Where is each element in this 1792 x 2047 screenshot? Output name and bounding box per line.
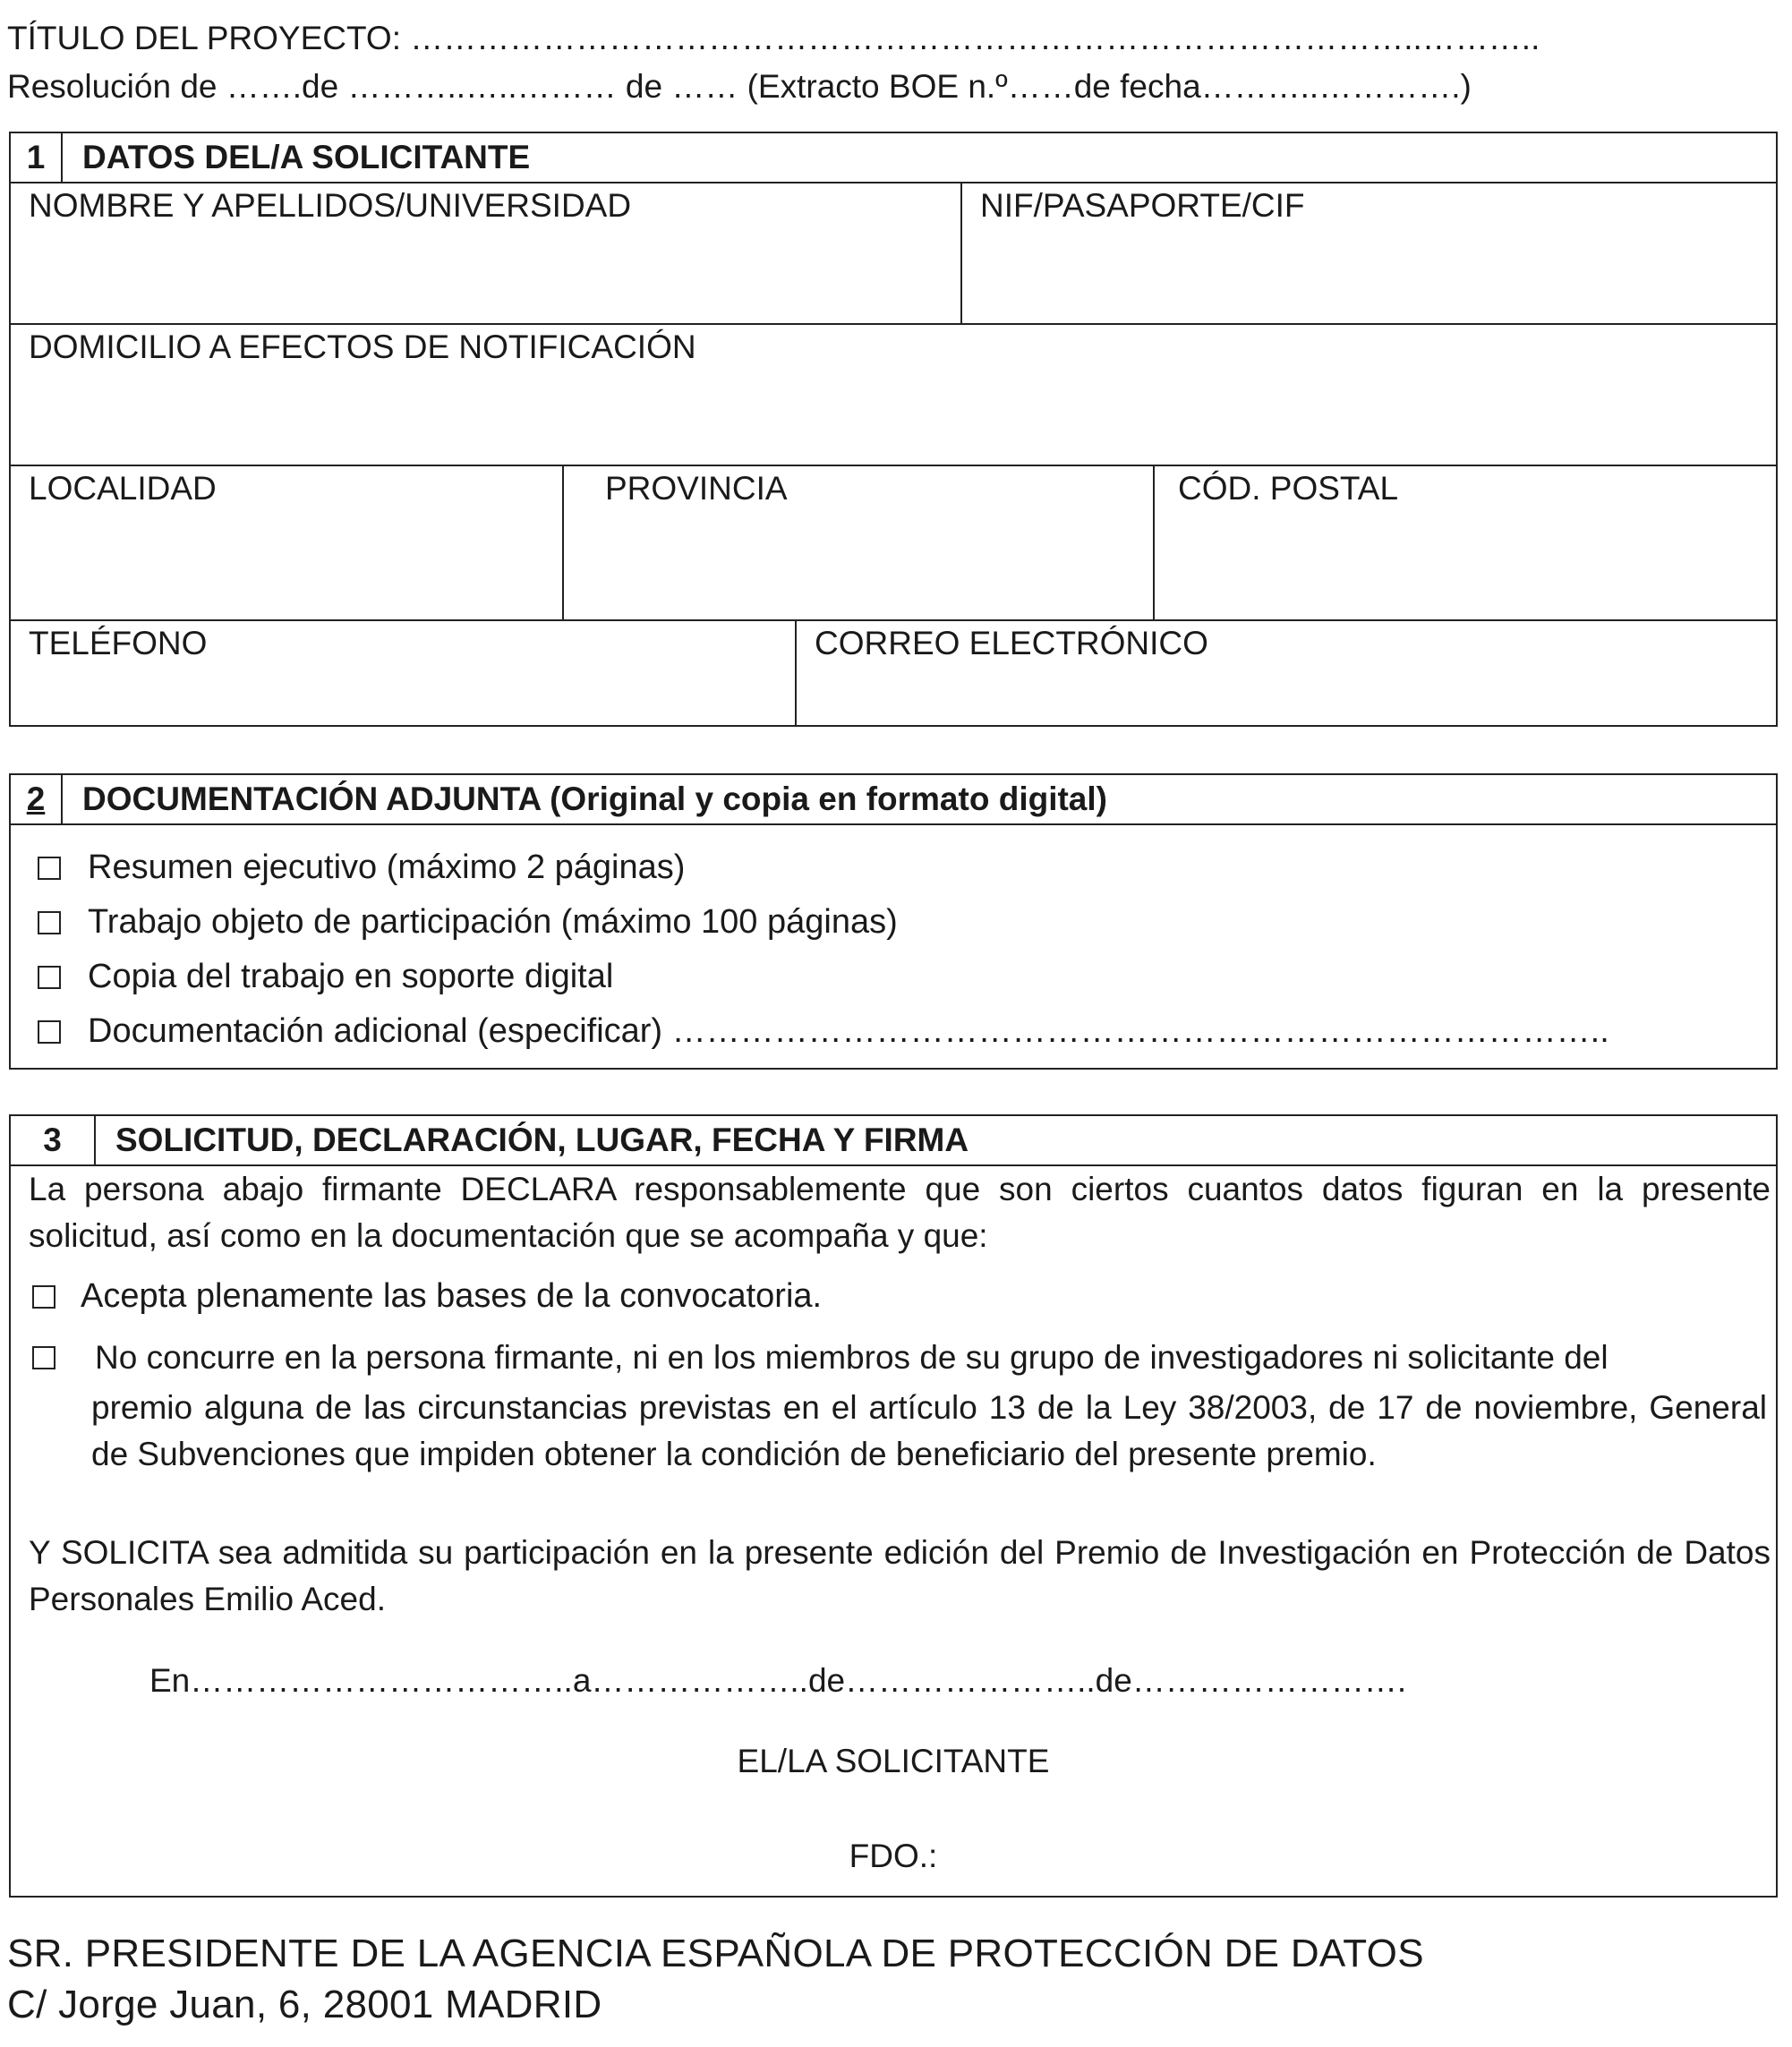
field-nombre[interactable] xyxy=(11,182,962,323)
section-1-title: DATOS DEL/A SOLICITANTE xyxy=(82,139,531,175)
recipient-line: SR. PRESIDENTE DE LA AGENCIA ESPAÑOLA DE PROTECCIÓN DE DATOS xyxy=(7,1932,1424,1975)
field-provincia[interactable] xyxy=(564,465,1155,619)
field-domicilio[interactable] xyxy=(11,323,1776,465)
section-applicant-data xyxy=(9,132,1778,727)
signer-label: EL/LA SOLICITANTE xyxy=(737,1743,1050,1779)
section-2-number: 2 xyxy=(11,775,63,823)
field-telefono[interactable] xyxy=(11,619,797,725)
no-concurrence-checkbox[interactable] xyxy=(32,1339,1609,1377)
resolution-line[interactable]: Resolución de …….de ………..…..……… de …… (Extracto BOE n.º……de fecha………..………….) xyxy=(7,68,1472,105)
section-3-title: SOLICITUD, DECLARACIÓN, LUGAR, FECHA Y FIRMA xyxy=(115,1122,969,1158)
project-title-line[interactable]: TÍTULO DEL PROYECTO: ………………………………………………………………………………..……….. xyxy=(7,20,1540,56)
checkbox-icon[interactable] xyxy=(38,1020,61,1044)
address-line: C/ Jorge Juan, 6, 28001 MADRID xyxy=(7,1983,602,2026)
signature-field[interactable]: FDO.: xyxy=(849,1838,938,1874)
field-domicilio-label: DOMICILIO A EFECTOS DE NOTIFICACIÓN xyxy=(29,328,696,365)
no-concurrence-first-line: No concurre en la persona firmante, ni en los miembros de su grupo de investigadores ni solicitante del xyxy=(95,1339,1609,1376)
section-3-header xyxy=(11,1116,1776,1166)
field-localidad-label: LOCALIDAD xyxy=(29,470,217,507)
doc-label: Resumen ejecutivo (máximo 2 páginas) xyxy=(88,849,686,886)
doc-label: Documentación adicional (especificar) ……………………………………………………………………….. xyxy=(88,1012,1609,1050)
section-1-number: 1 xyxy=(11,133,63,182)
no-concurrence-text: premio alguna de las circunstancias previstas en el artículo 13 de la Ley 38/2003, de 17 de noviembre, General de Subvenciones que impiden obtener la condición de beneficiario del presente premio. xyxy=(91,1389,1767,1472)
doc-label: Trabajo objeto de participación (máximo 100 páginas) xyxy=(88,903,898,941)
field-nombre-label: NOMBRE Y APELLIDOS/UNIVERSIDAD xyxy=(29,187,632,224)
field-nif[interactable] xyxy=(962,182,1776,323)
place-date-line[interactable]: En……………………………..a………………..de…………………..de……………………. xyxy=(149,1662,1407,1699)
section-2-header xyxy=(11,775,1776,825)
doc-label: Copia del trabajo en soporte digital xyxy=(88,958,614,995)
section-3-number: 3 xyxy=(11,1116,96,1164)
field-nif-label: NIF/PASAPORTE/CIF xyxy=(980,187,1305,224)
field-localidad[interactable] xyxy=(11,465,564,619)
field-correo-label: CORREO ELECTRÓNICO xyxy=(815,625,1208,661)
doc-checkbox-trabajo[interactable] xyxy=(38,903,898,942)
field-cod-postal[interactable] xyxy=(1155,465,1776,619)
doc-checkbox-copia[interactable] xyxy=(38,958,613,996)
doc-checkbox-resumen[interactable] xyxy=(38,849,685,887)
section-attached-docs xyxy=(9,773,1778,1070)
declaration-text: La persona abajo firmante DECLARA responsablemente que son ciertos cuantos datos figuran en la presente solicitud, así como en la documentación que se acompaña y que: xyxy=(29,1171,1771,1254)
field-correo[interactable] xyxy=(797,619,1776,725)
section-declaration xyxy=(9,1114,1778,1898)
section-2-title: DOCUMENTACIÓN ADJUNTA (Original y copia en formato digital) xyxy=(82,780,1107,817)
checkbox-icon[interactable] xyxy=(38,911,61,934)
checkbox-icon[interactable] xyxy=(32,1285,55,1309)
accept-bases-label: Acepta plenamente las bases de la convocatoria. xyxy=(81,1277,823,1315)
field-provincia-label: PROVINCIA xyxy=(605,470,788,507)
field-cod-postal-label: CÓD. POSTAL xyxy=(1178,470,1399,507)
solicita-text: Y SOLICITA sea admitida su participación en la presente edición del Premio de Investigación en Protección de Datos Personales Emilio Aced. xyxy=(29,1534,1771,1617)
doc-checkbox-adicional[interactable] xyxy=(38,1012,1609,1051)
checkbox-icon[interactable] xyxy=(38,857,61,880)
accept-bases-checkbox[interactable] xyxy=(32,1277,822,1316)
checkbox-icon[interactable] xyxy=(38,966,61,989)
section-1-header xyxy=(11,133,1776,183)
field-telefono-label: TELÉFONO xyxy=(29,625,208,661)
checkbox-icon[interactable] xyxy=(32,1346,55,1369)
